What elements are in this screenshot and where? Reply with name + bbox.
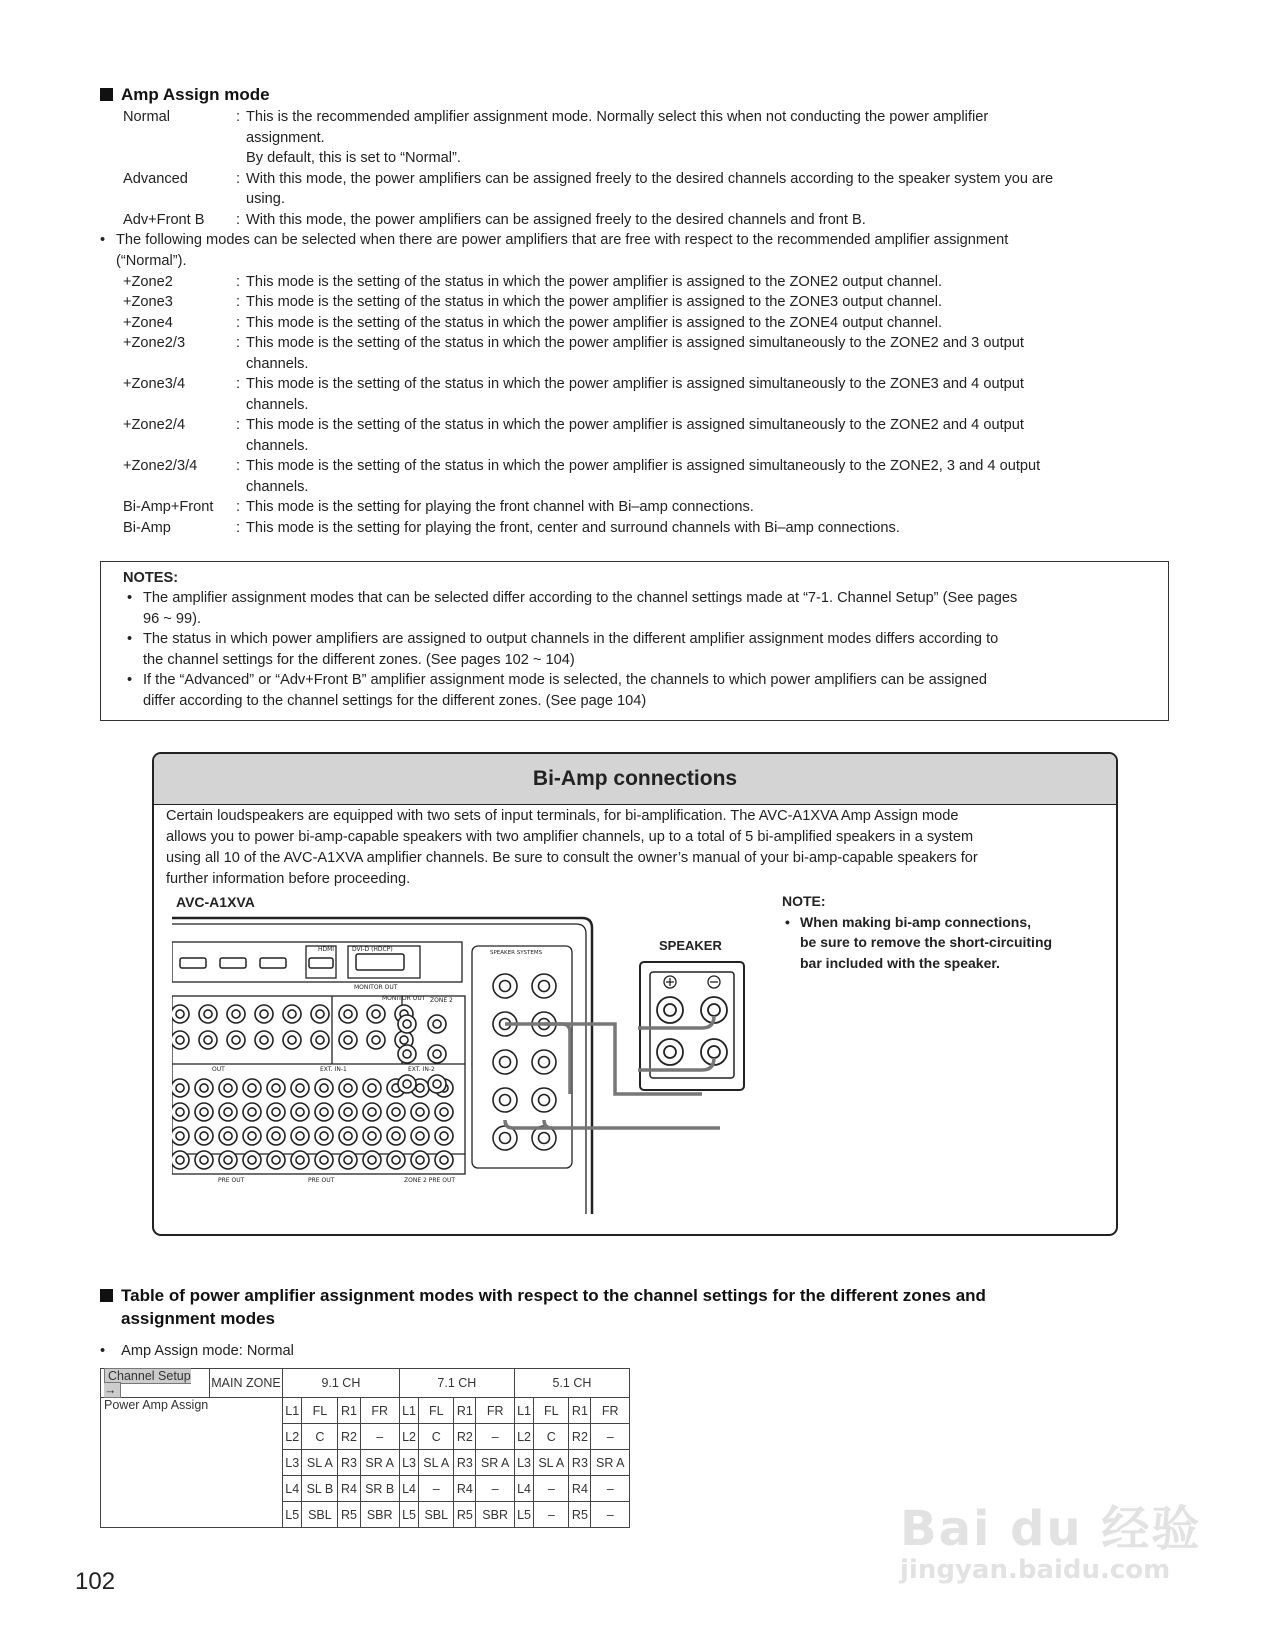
table-cell: SBR — [476, 1502, 514, 1528]
mode-desc-cont: channels. — [246, 438, 309, 454]
table-cell: R1 — [569, 1398, 591, 1424]
table-cell: FL — [534, 1398, 569, 1424]
table-cell: L3 — [399, 1450, 418, 1476]
pre-out-label: PRE OUT — [218, 1177, 245, 1184]
monitor-out-label: MONITOR OUT — [354, 984, 398, 991]
ext-in-1-label: EXT. IN-1 — [320, 1066, 347, 1073]
table-heading: Table of power amplifier assignment modes with respect to the channel settings for the different zones and assignment modes — [100, 1284, 1180, 1330]
zone2-label: ZONE 2 — [430, 997, 453, 1004]
mode-desc-cont: channels. — [246, 397, 309, 413]
table-cell: L2 — [399, 1424, 418, 1450]
table-cell: SL A — [534, 1450, 569, 1476]
table-cell: R5 — [338, 1502, 360, 1528]
mode-desc-cont: assignment. — [246, 130, 325, 146]
mode-caption: • Amp Assign mode: Normal — [100, 1343, 294, 1359]
table-cell: L5 — [514, 1502, 533, 1528]
pre-out-label-2: PRE OUT — [308, 1177, 335, 1184]
table-cell: R2 — [454, 1424, 476, 1450]
table-cell: R1 — [338, 1398, 360, 1424]
table-cell: R2 — [569, 1424, 591, 1450]
out-label: OUT — [212, 1066, 225, 1073]
table-cell: SL B — [302, 1476, 338, 1502]
table-cell: SBL — [419, 1502, 454, 1528]
table-cell: SR B — [360, 1476, 399, 1502]
table-cell: L4 — [399, 1476, 418, 1502]
table-cell: SL A — [419, 1450, 454, 1476]
main-zone-cell: MAIN ZONE — [210, 1369, 283, 1398]
table-cell: R1 — [454, 1398, 476, 1424]
square-bullet-icon — [100, 88, 113, 101]
dvi-label: DVI-D (HDCP) — [352, 946, 393, 953]
table-cell: L1 — [514, 1398, 533, 1424]
square-bullet-icon — [100, 1289, 113, 1302]
table-cell: R5 — [569, 1502, 591, 1528]
device-label: AVC-A1XVA — [176, 894, 255, 910]
table-cell: L3 — [283, 1450, 302, 1476]
biamp-panel — [152, 752, 1118, 1236]
table-cell: SBL — [302, 1502, 338, 1528]
table-cell: R3 — [569, 1450, 591, 1476]
table-cell: R3 — [454, 1450, 476, 1476]
group-header: 7.1 CH — [399, 1369, 514, 1398]
table-cell: – — [360, 1424, 399, 1450]
channel-setup-cell: Channel Setup → — [101, 1369, 210, 1398]
table-cell: – — [476, 1476, 514, 1502]
speaker-label: SPEAKER — [659, 938, 722, 953]
table-cell: – — [591, 1424, 630, 1450]
table-cell: L3 — [514, 1450, 533, 1476]
table-cell: FL — [419, 1398, 454, 1424]
table-cell: SR A — [360, 1450, 399, 1476]
group-header: 9.1 CH — [283, 1369, 400, 1398]
hdmi-label: HDMI — [318, 946, 335, 953]
table-cell: R4 — [569, 1476, 591, 1502]
ext-in-2-label: EXT. IN-2 — [408, 1066, 435, 1073]
page-number: 102 — [75, 1568, 116, 1595]
table-cell: FR — [476, 1398, 514, 1424]
notes-title: NOTES: — [123, 570, 179, 586]
table-cell: SR A — [476, 1450, 514, 1476]
table-cell: R4 — [338, 1476, 360, 1502]
table-cell: – — [534, 1502, 569, 1528]
biamp-note: NOTE: • When making bi-amp connections, be sure to remove the short-circuiting bar included with the speaker. — [782, 893, 1053, 971]
table-cell: – — [591, 1502, 630, 1528]
mode-desc-default: By default, this is set to “Normal”. — [246, 150, 461, 166]
table-cell: – — [476, 1424, 514, 1450]
power-amp-assign-cell: Power Amp Assign — [101, 1398, 283, 1528]
table-cell: C — [302, 1424, 338, 1450]
table-cell: L2 — [514, 1424, 533, 1450]
watermark-url: jingyan.baidu.com — [900, 1555, 1171, 1585]
table-cell: L2 — [283, 1424, 302, 1450]
table-cell: SBR — [360, 1502, 399, 1528]
table-cell: L1 — [283, 1398, 302, 1424]
power-amp-table — [100, 1368, 630, 1528]
table-cell: – — [591, 1476, 630, 1502]
biamp-title: Bi-Amp connections — [154, 754, 1116, 805]
table-cell: R5 — [454, 1502, 476, 1528]
table-cell: SR A — [591, 1450, 630, 1476]
table-cell: L4 — [514, 1476, 533, 1502]
table-cell: L4 — [283, 1476, 302, 1502]
table-cell: R2 — [338, 1424, 360, 1450]
table-cell: C — [534, 1424, 569, 1450]
zone2-pre-out-label: ZONE 2 PRE OUT — [404, 1177, 456, 1184]
biamp-intro: Certain loudspeakers are equipped with two sets of input terminals, for bi-amplification. The AVC-A1XVA Amp Assign mode allows you to power bi-amp-capable speakers with two amplifier channels, up to a total of 5 bi-amplified speakers in a system using all 10 of the AVC-A1XVA amplifier channels. Be sure to consult the owner’s manual of your bi-amp-capable speakers for further information before proceeding. — [166, 808, 978, 887]
group-header: 5.1 CH — [514, 1369, 629, 1398]
monitor-out-label-2: MONITOR OUT — [382, 995, 426, 1002]
table-cell: FR — [360, 1398, 399, 1424]
table-cell: L5 — [283, 1502, 302, 1528]
table-cell: FR — [591, 1398, 630, 1424]
speaker-systems-label: SPEAKER SYSTEMS — [490, 950, 543, 956]
table-cell: – — [419, 1476, 454, 1502]
table-cell: R4 — [454, 1476, 476, 1502]
speaker-terminal-diagram — [638, 960, 746, 1092]
table-cell: R3 — [338, 1450, 360, 1476]
table-cell: SL A — [302, 1450, 338, 1476]
mode-desc-cont: channels. — [246, 479, 309, 495]
table-cell: FL — [302, 1398, 338, 1424]
mode-desc-cont: channels. — [246, 356, 309, 372]
table-cell: L1 — [399, 1398, 418, 1424]
amp-assign-heading: Amp Assign mode — [100, 85, 270, 105]
table-row — [101, 1398, 630, 1424]
table-cell: C — [419, 1424, 454, 1450]
mode-desc-cont: using. — [246, 191, 285, 207]
notes-box: NOTES: • The amplifier assignment modes that can be selected differ according to the channel settings made at “7-1. Channel Setup” (See pages 96 ~ 99). • The status in which power amplifiers are assigned to output channels in the different amplifier assignment modes differs according to the channel settings for the different zones. (See pages 102 ~ 104) • If the “Advanced” or “Adv+Front B” amplifier assignment mode is selected, the channels to which power amplifiers can be assigned differ according to the channel settings for the different zones. (See page 104) — [100, 561, 1169, 721]
table-cell: – — [534, 1476, 569, 1502]
table-cell: L5 — [399, 1502, 418, 1528]
watermark-brand: Bai du 经验 — [900, 1501, 1202, 1557]
